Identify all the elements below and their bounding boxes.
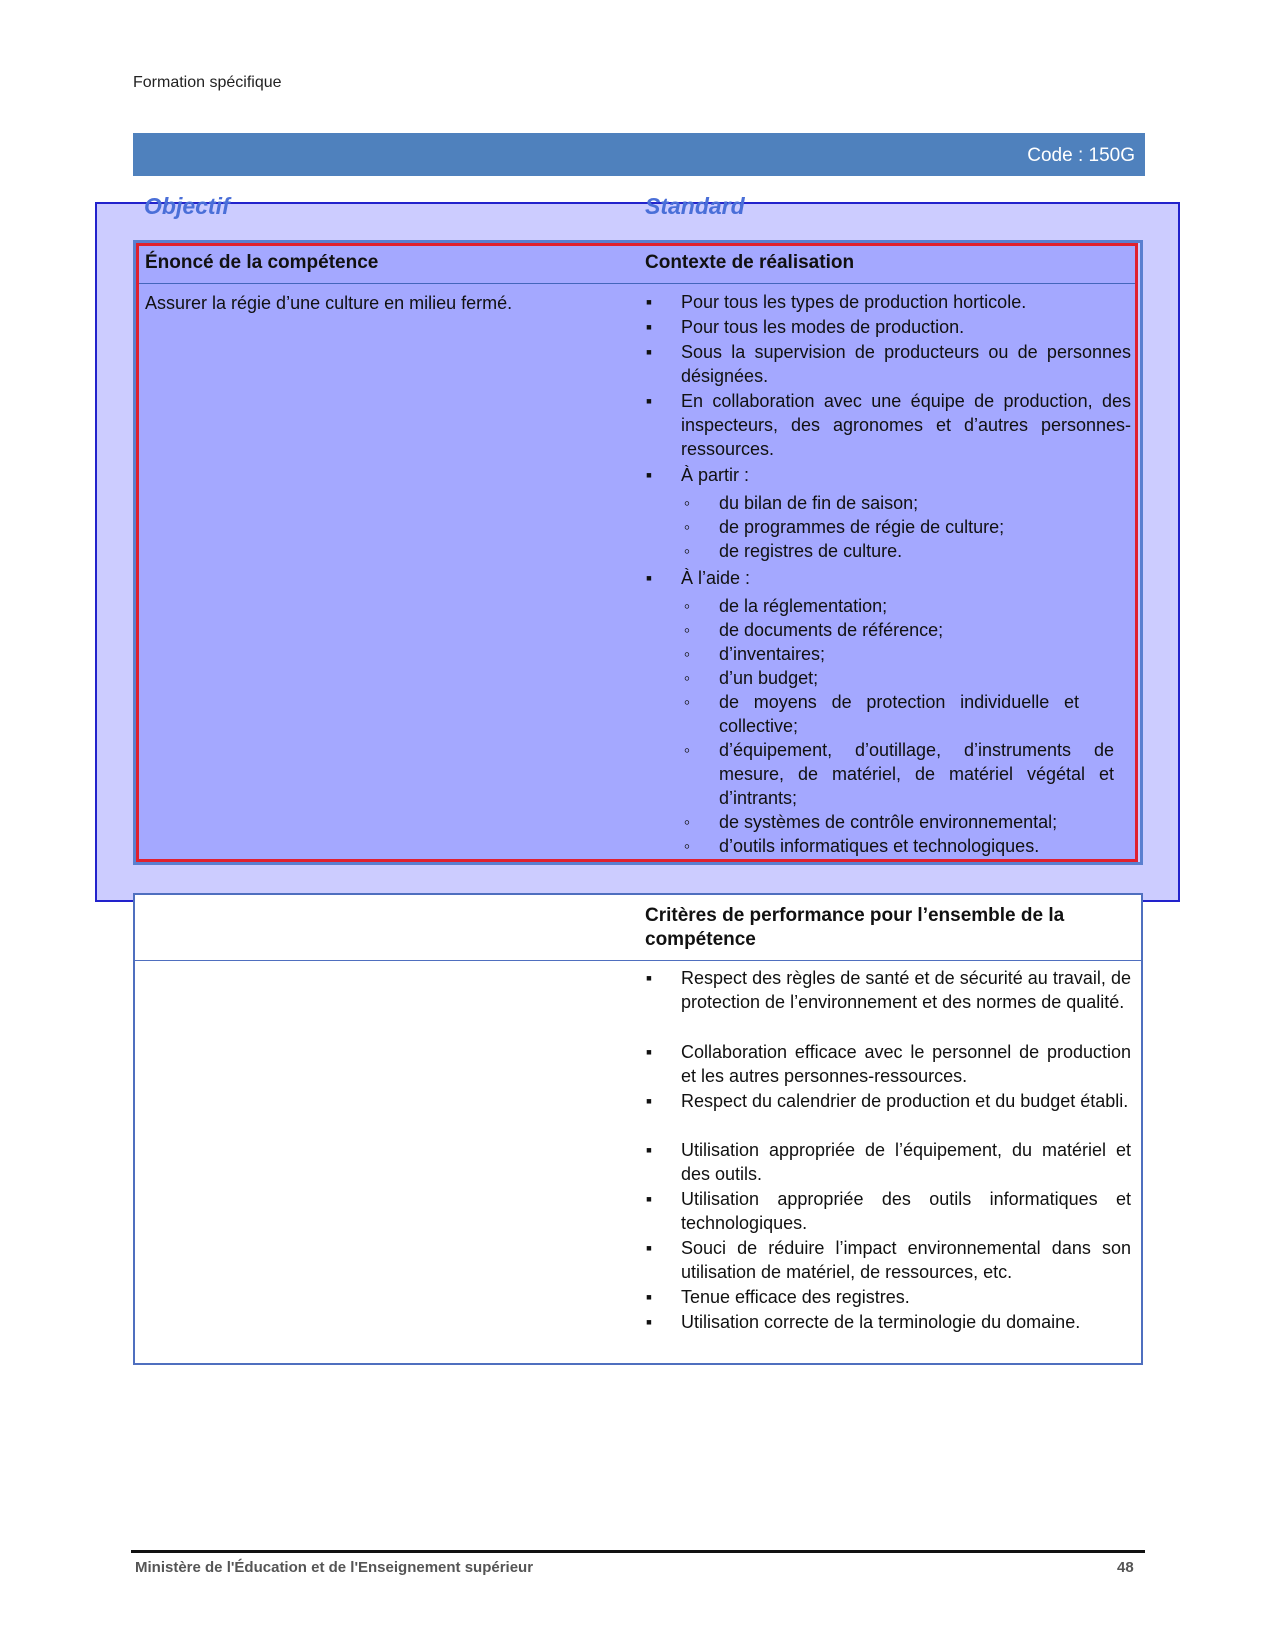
list-item [645, 1236, 1131, 1284]
sub-bullet-icon: ◦ [683, 668, 691, 688]
context-item: Pour tous les modes de production. [681, 317, 965, 337]
square-bullet-icon: ▪ [645, 1091, 653, 1111]
sub-bullet-icon: ◦ [683, 740, 691, 760]
list-item [645, 463, 1131, 487]
aide-item: d’équipement, d’outillage, d’instruments de mesure, de matériel, de matériel végétal et d’intrants; [719, 740, 1114, 808]
context-item: Pour tous les types de production horticole. [681, 292, 1027, 312]
page-number: 48 [1117, 1559, 1134, 1576]
criteria-item: Tenue efficace des registres. [681, 1287, 910, 1307]
criteria-item: Utilisation correcte de la terminologie du domaine. [681, 1312, 1081, 1332]
footer-rule [131, 1550, 1145, 1553]
aide-item: d’un budget; [719, 668, 819, 688]
code-label: Code : 150G [1027, 145, 1135, 166]
apartir-item: de registres de culture. [719, 541, 903, 561]
list-item [645, 290, 1131, 314]
square-bullet-icon: ▪ [645, 568, 653, 588]
sub-bullet-icon: ◦ [683, 692, 691, 712]
square-bullet-icon: ▪ [645, 1312, 653, 1332]
criteria-item: Souci de réduire l’impact environnemental dans son utilisation de matériel, de ressources, etc. [681, 1238, 1131, 1282]
criteria-item: Respect des règles de santé et de sécurité au travail, de protection de l’environnement et des normes de qualité. [681, 968, 1131, 1012]
criteria-item: Collaboration efficace avec le personnel de production et les autres personnes-ressources. [681, 1042, 1131, 1086]
list-item [683, 642, 1129, 666]
sub-bullet-icon: ◦ [683, 644, 691, 664]
list-item [683, 834, 1129, 858]
list-item [645, 315, 1131, 339]
square-bullet-icon: ▪ [645, 391, 653, 411]
list-item [683, 618, 1129, 642]
square-bullet-icon: ▪ [645, 1287, 653, 1307]
list-item [645, 1310, 1131, 1334]
list-item [645, 1040, 1131, 1088]
objective-heading: Objectif [144, 193, 230, 219]
square-bullet-icon: ▪ [645, 342, 653, 362]
list-item [645, 389, 1131, 461]
running-title: Formation spécifique [133, 74, 282, 91]
list-item [645, 1285, 1131, 1309]
context-item: À partir : [681, 465, 750, 485]
aide-item: d’outils informatiques et technologiques. [719, 836, 1040, 856]
sub-bullet-icon: ◦ [683, 517, 691, 537]
list-item [683, 594, 1129, 618]
square-bullet-icon: ▪ [645, 1189, 653, 1209]
apartir-item: du bilan de fin de saison; [719, 493, 919, 513]
context-item: Sous la supervision de producteurs ou de personnes désignées. [681, 342, 1131, 386]
aide-item: d’inventaires; [719, 644, 826, 664]
square-bullet-icon: ▪ [645, 465, 653, 485]
square-bullet-icon: ▪ [645, 1042, 653, 1062]
sub-bullet-icon: ◦ [683, 541, 691, 561]
list-item [645, 1187, 1131, 1235]
list-item [683, 515, 1129, 539]
criteria-item: Utilisation appropriée des outils informatiques et technologiques. [681, 1189, 1131, 1233]
list-item [683, 539, 1129, 563]
competence-statement: Assurer la régie d’une culture en milieu fermé. [145, 293, 513, 313]
square-bullet-icon: ▪ [645, 292, 653, 312]
square-bullet-icon: ▪ [645, 1238, 653, 1258]
footer-ministry: Ministère de l'Éducation et de l'Enseignement supérieur [135, 1559, 534, 1576]
list-item [683, 690, 1079, 738]
col-title-contexte: Contexte de réalisation [645, 252, 855, 273]
list-item [645, 1089, 1131, 1113]
criteria-title: Critères de performance pour l’ensemble de la compétence [645, 905, 1065, 950]
aide-item: de la réglementation; [719, 596, 888, 616]
sub-bullet-icon: ◦ [683, 620, 691, 640]
aide-item: de documents de référence; [719, 620, 944, 640]
list-item [645, 1138, 1131, 1186]
context-item: À l’aide : [681, 568, 751, 588]
code-band [133, 133, 1145, 176]
context-item: En collaboration avec une équipe de production, des inspecteurs, des agronomes et d’autres personnes-ressources. [681, 391, 1131, 459]
square-bullet-icon: ▪ [645, 317, 653, 337]
apartir-item: de programmes de régie de culture; [719, 517, 1005, 537]
list-item [683, 491, 1129, 515]
list-item [645, 340, 1131, 388]
list-item [645, 966, 1131, 1014]
table-header-rule [139, 283, 1135, 284]
list-item [683, 666, 1129, 690]
list-item [683, 738, 1114, 810]
square-bullet-icon: ▪ [645, 1140, 653, 1160]
criteria-item: Respect du calendrier de production et du budget établi. [681, 1091, 1129, 1111]
sub-bullet-icon: ◦ [683, 493, 691, 513]
sub-bullet-icon: ◦ [683, 812, 691, 832]
sub-bullet-icon: ◦ [683, 596, 691, 616]
criteria-item: Utilisation appropriée de l’équipement, du matériel et des outils. [681, 1140, 1131, 1184]
list-item [645, 566, 1131, 590]
list-item [683, 810, 1129, 834]
aide-item: de moyens de protection individuelle et collective; [719, 692, 1079, 736]
aide-item: de systèmes de contrôle environnemental; [719, 812, 1058, 832]
col-title-enonce: Énoncé de la compétence [145, 252, 379, 273]
square-bullet-icon: ▪ [645, 968, 653, 988]
standard-heading: Standard [645, 193, 745, 219]
sub-bullet-icon: ◦ [683, 836, 691, 856]
criteria-header-rule [133, 960, 1143, 961]
